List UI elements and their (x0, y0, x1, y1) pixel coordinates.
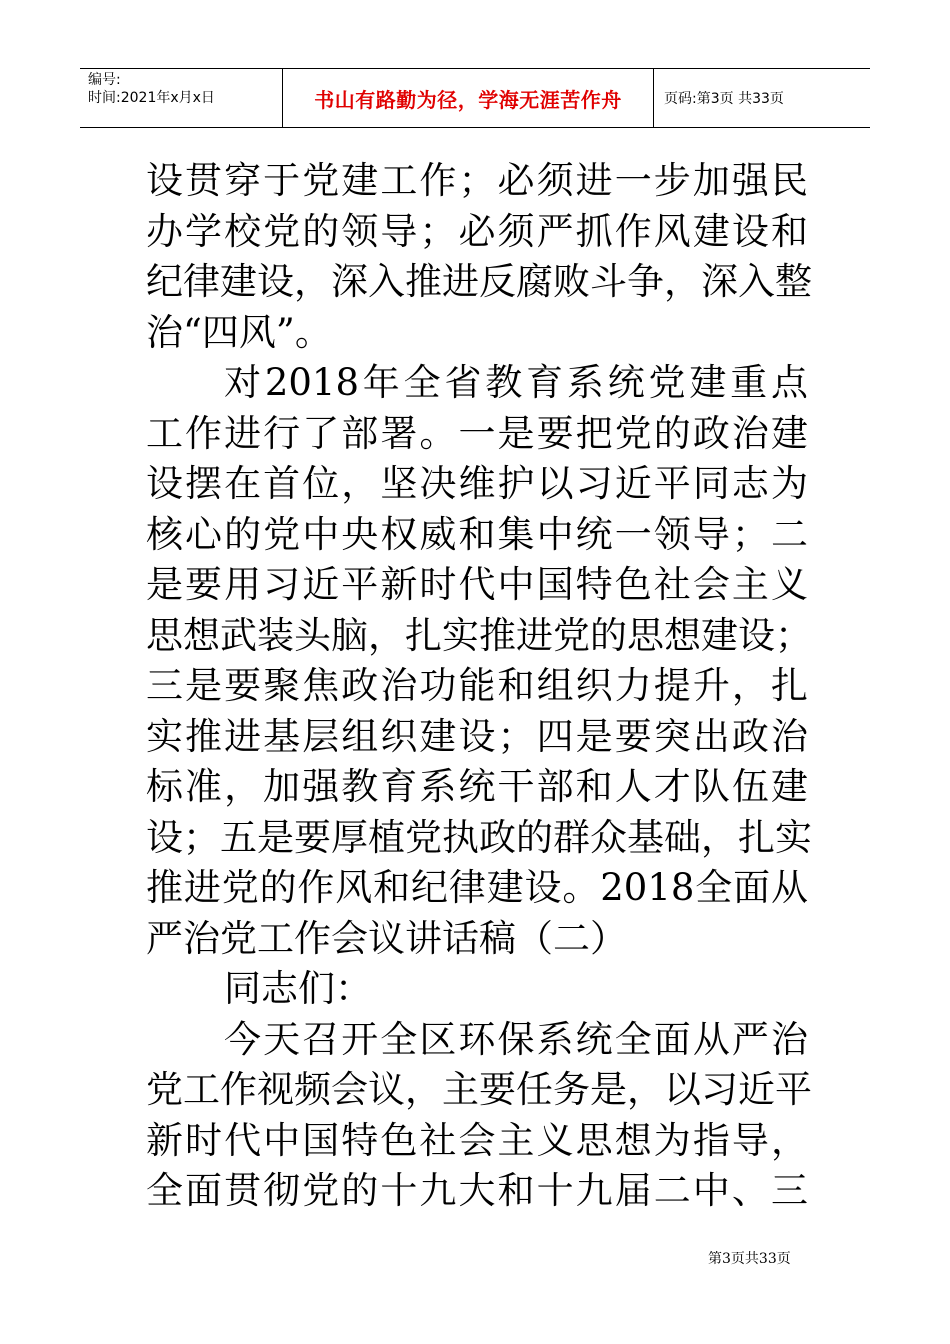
body-line: 新时代中国特色社会主义思想为指导， (146, 1118, 808, 1162)
body-line: 治“四风”。 (146, 310, 332, 354)
salutation: 同志们： (224, 967, 372, 1010)
body-line: 工作进行了部署。一是要把党的政治建 (146, 411, 808, 455)
body-line: 推进党的作风和纪律建设。2018全面从 (146, 866, 808, 909)
body-line: 设；五是要厚植党执政的群众基础，扎实 (146, 815, 812, 859)
header-page-code: 页码:第3页 共33页 (664, 91, 784, 107)
body-line: 三是要聚焦政治功能和组织力提升，扎 (146, 664, 808, 707)
body-line: 实推进基层组织建设；四是要突出政治 (146, 714, 808, 758)
body-line: 是要用习近平新时代中国特色社会主义 (146, 563, 808, 606)
header-meta (80, 69, 282, 127)
header-motto-cell (282, 69, 654, 127)
page-footer (708, 1248, 791, 1268)
header-motto: 书山有路勤为径，学海无涯苦作舟 (314, 87, 622, 112)
header-page-code-cell (654, 69, 870, 127)
section-heading: 严治党工作会议讲话稿（二） (146, 916, 627, 960)
footer-page-number: 第3页共33页 (708, 1251, 791, 1267)
document-date: 时间:2021年x月x日 (88, 90, 215, 106)
body-line: 标准，加强教育系统干部和人才队伍建 (146, 765, 808, 808)
body-line: 对2018年全省教育系统党建重点 (224, 361, 808, 404)
body-line: 党工作视频会议，主要任务是，以习近平 (146, 1068, 812, 1111)
body-line: 全面贯彻党的十九大和十九届二中、三 (146, 1169, 808, 1212)
body-line: 设贯穿于党建工作；必须进一步加强民 (146, 159, 808, 202)
body-line: 纪律建设，深入推进反腐败斗争，深入整 (146, 260, 812, 303)
body-line: 核心的党中央权威和集中统一领导；二 (146, 512, 808, 556)
page-header (80, 68, 870, 128)
body-line: 今天召开全区环保系统全面从严治 (224, 1017, 808, 1061)
body-line: 设摆在首位，坚决维护以习近平同志为 (146, 462, 808, 505)
body-line: 办学校党的领导；必须严抓作风建设和 (146, 209, 808, 253)
document-body (146, 156, 812, 1217)
document-number-label: 编号: (88, 72, 121, 88)
body-line: 思想武装头脑，扎实推进党的思想建设； (146, 613, 812, 657)
